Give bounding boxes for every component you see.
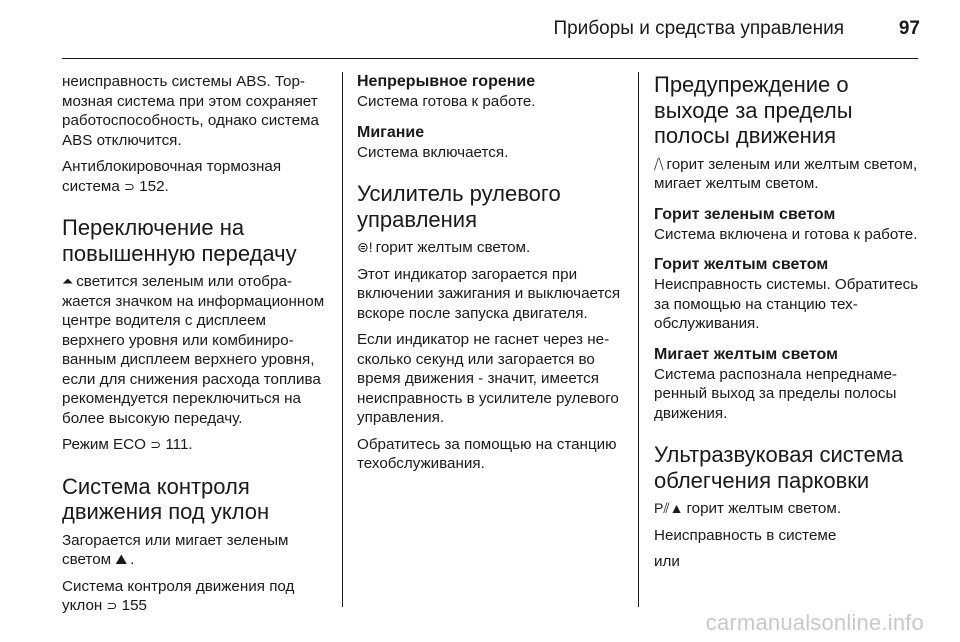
parking-assist-icon: P⫽▲ — [654, 500, 684, 516]
column-2 — [357, 72, 629, 481]
upshift-paragraph — [62, 272, 332, 428]
eco-reference-link[interactable]: 111. — [165, 436, 193, 453]
eco-text: Режим ECO — [62, 436, 146, 453]
power-steering-status-text: горит желтым светом. — [375, 239, 531, 256]
abs-reference-paragraph — [62, 157, 332, 196]
parking-assist-status-text: горит желтым светом. — [686, 500, 842, 517]
watermark: carmanualsonline.info — [705, 610, 924, 635]
power-steering-status-paragraph — [357, 238, 629, 258]
parking-assist-status-paragraph — [654, 499, 926, 519]
power-steering-paragraph-1: Этот индикатор загорается при включении зажигания и выключается вскоре после запуска двигателя. — [357, 265, 621, 322]
abs-reference-text: Антиблокировочная тормозная система — [62, 158, 282, 195]
power-steering-paragraph-2: Если индикатор не гаснет через несколько секунд или загорается во время движения - значит, имеется неисправность в усилителе рулевого управления. — [357, 331, 619, 426]
yellow-text: Неисправность системы. Обратитесь за помощью на станцию техобслуживания. — [654, 276, 919, 332]
eco-paragraph — [62, 435, 332, 455]
lane-departure-icon: ⧸⧹ — [654, 155, 664, 172]
upshift-icon: ⏶ — [62, 273, 74, 289]
yellow-heading: Горит желтым светом — [654, 256, 829, 273]
lane-departure-text: горит зеленым или желтым светом, мигает желтым светом. — [654, 155, 918, 192]
page-ref-icon: ⊃ — [124, 178, 135, 194]
green-text: Система включена и готова к работе. — [654, 225, 918, 243]
power-steering-heading: Усилитель рулевого управления — [357, 181, 561, 232]
header-title: Приборы и средства управления — [553, 18, 844, 39]
column-divider-1 — [342, 72, 343, 607]
upshift-text: светится зеленым или отображается значком на информационном центре водителя с дисплеем верхнего уровня или комбинированным дисплеем верхнего уровня, если для снижения расхода топлива рекомендуется переключиться на более высокую передачу. — [62, 273, 325, 427]
parking-assist-heading: Ультразвуковая система облегчения парковки — [654, 442, 904, 493]
hill-descent-reference-paragraph — [62, 577, 332, 616]
hill-descent-heading: Система контроля движения под уклон — [62, 473, 270, 524]
abs-paragraph: неисправность системы ABS. Тормозная система при этом сохраняет работоспособность, однако система ABS отключится. — [62, 73, 319, 149]
hill-descent-text: Загорается или мигает зеленым светом — [62, 531, 289, 568]
hill-descent-reference-text: Система контроля движения под уклон — [62, 577, 295, 614]
page-ref-icon: ⊃ — [150, 437, 162, 452]
blink-yellow-text: Система распознала непреднамеренный выход за пределы полосы движения. — [654, 365, 897, 422]
power-steering-icon: ⊜! — [357, 239, 373, 255]
upshift-heading: Переключение на повышенную передачу — [62, 215, 297, 266]
hill-descent-icon: ⛰ — [115, 551, 128, 567]
lane-departure-heading: Предупреждение о выходе за пределы полосы движения — [654, 72, 853, 148]
column-3 — [654, 72, 926, 579]
hill-descent-paragraph: Загорается или мигает зеленым светом ⛰ . — [62, 531, 289, 568]
page-header — [0, 0, 960, 58]
green-heading: Горит зеленым светом — [654, 205, 836, 223]
steady-text: Система готова к работе. — [357, 93, 536, 110]
steady-heading: Непрерывное горение — [357, 73, 536, 90]
page-ref-icon: ⊃ — [106, 598, 118, 613]
power-steering-paragraph-3: Обратитесь за помощью на станцию техобслуживания. — [357, 435, 617, 472]
lane-departure-paragraph — [654, 155, 926, 194]
abs-reference-link[interactable]: 152. — [139, 177, 169, 195]
blink-text: Система включается. — [357, 143, 509, 161]
parking-assist-paragraph-1: Неисправность в системе — [654, 526, 837, 544]
parking-assist-paragraph-2: или — [654, 553, 680, 570]
header-rule — [62, 58, 918, 59]
blink-yellow-heading: Мигает желтым светом — [654, 345, 838, 363]
hill-descent-reference-link[interactable]: 155 — [121, 597, 147, 614]
column-1 — [62, 72, 332, 623]
blink-heading: Мигание — [357, 123, 425, 141]
column-divider-2 — [638, 72, 639, 607]
page-number: 97 — [898, 18, 920, 39]
